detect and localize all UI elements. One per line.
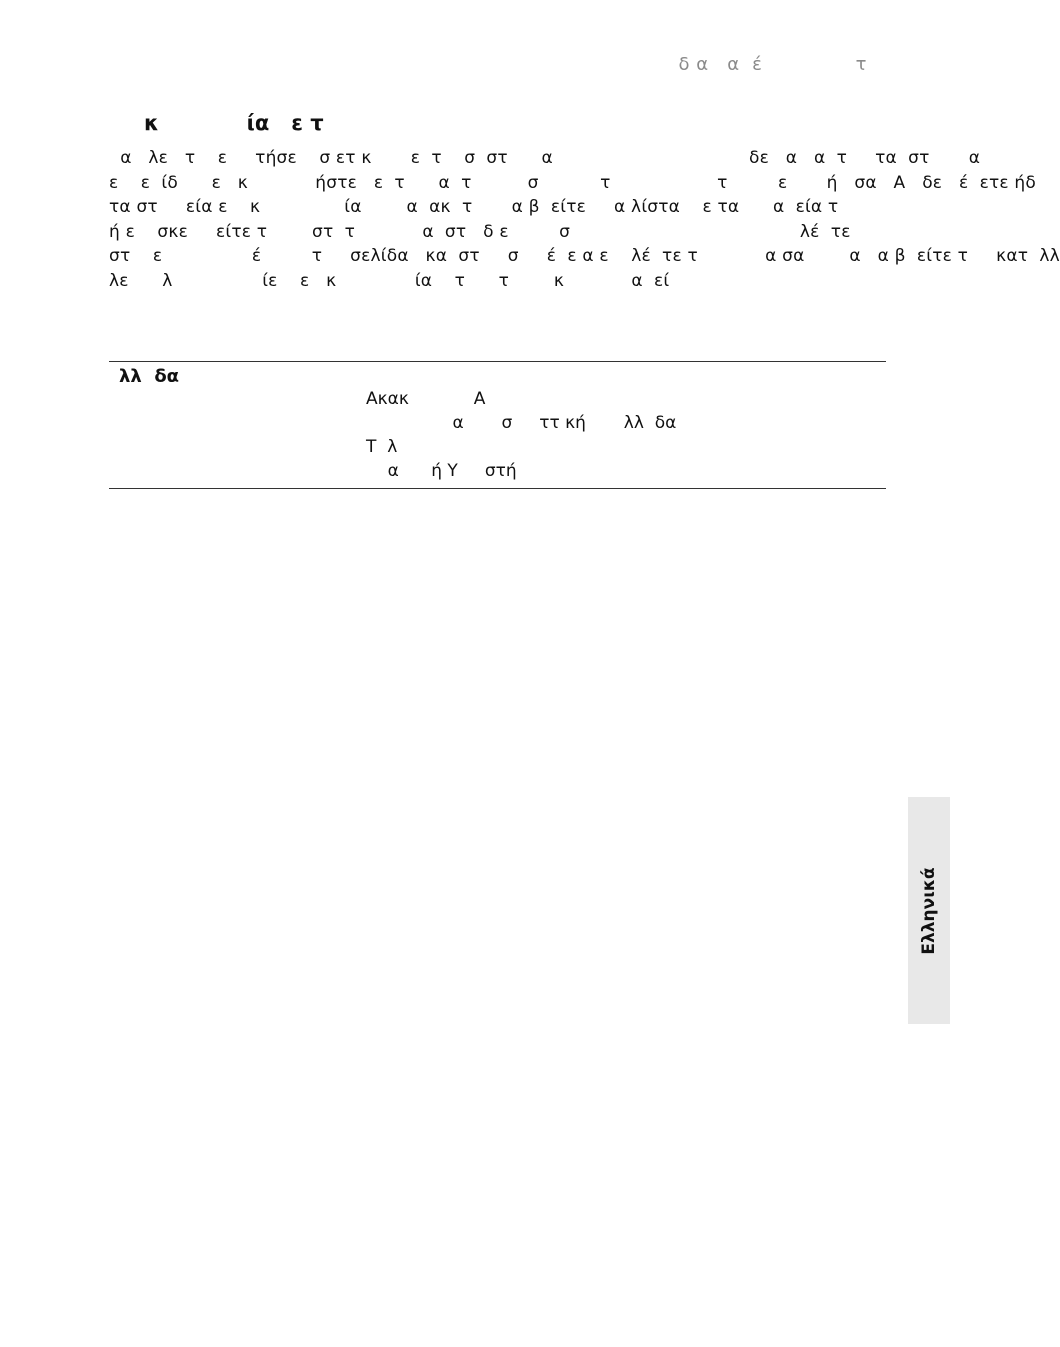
table-top-rule [109,361,886,362]
address-line: Τ λ [366,437,398,457]
content-section [109,110,1060,294]
address-line: Ακακ Α [366,389,486,409]
section-title: κ ία ε τ [144,111,324,135]
address-line: α ή Υ στή [366,461,517,481]
paragraph-line: λε λ ίε ε κ ία τ τ κ α εί [109,270,670,291]
paragraph-line: α λε τ ε τήσε σ ετ κ ε τ σ στ α δε α α τ τα στ α [109,148,981,168]
address-block [366,387,676,483]
language-side-tab [908,797,950,1024]
country-label: λλ δα [119,366,180,387]
paragraph-line: ε ε ίδ ε κ ήστε ε τ α τ σ τ τ ε ή σα Α δε έ ετε ήδ [109,172,1036,193]
language-tab-label: Ελληνικά [919,866,939,955]
section-paragraph [109,146,1060,294]
running-header: δ α α έ τ [678,54,867,75]
paragraph-line: τα στ εία ε κ ία α ακ τ α β είτε α λίστα ε τα α εία τ [109,197,839,218]
table-bottom-rule [109,488,886,489]
paragraph-line: ή ε σκε είτε τ στ τ α στ δ ε σ λέ τε [109,221,851,242]
paragraph-line: στ ε έ τ σελίδα κα στ σ έ ε α ε λέ τε τ α σα α α β είτε τ κατ λλ [109,246,1060,267]
address-line: α σ ττ κή λλ δα [366,413,677,433]
